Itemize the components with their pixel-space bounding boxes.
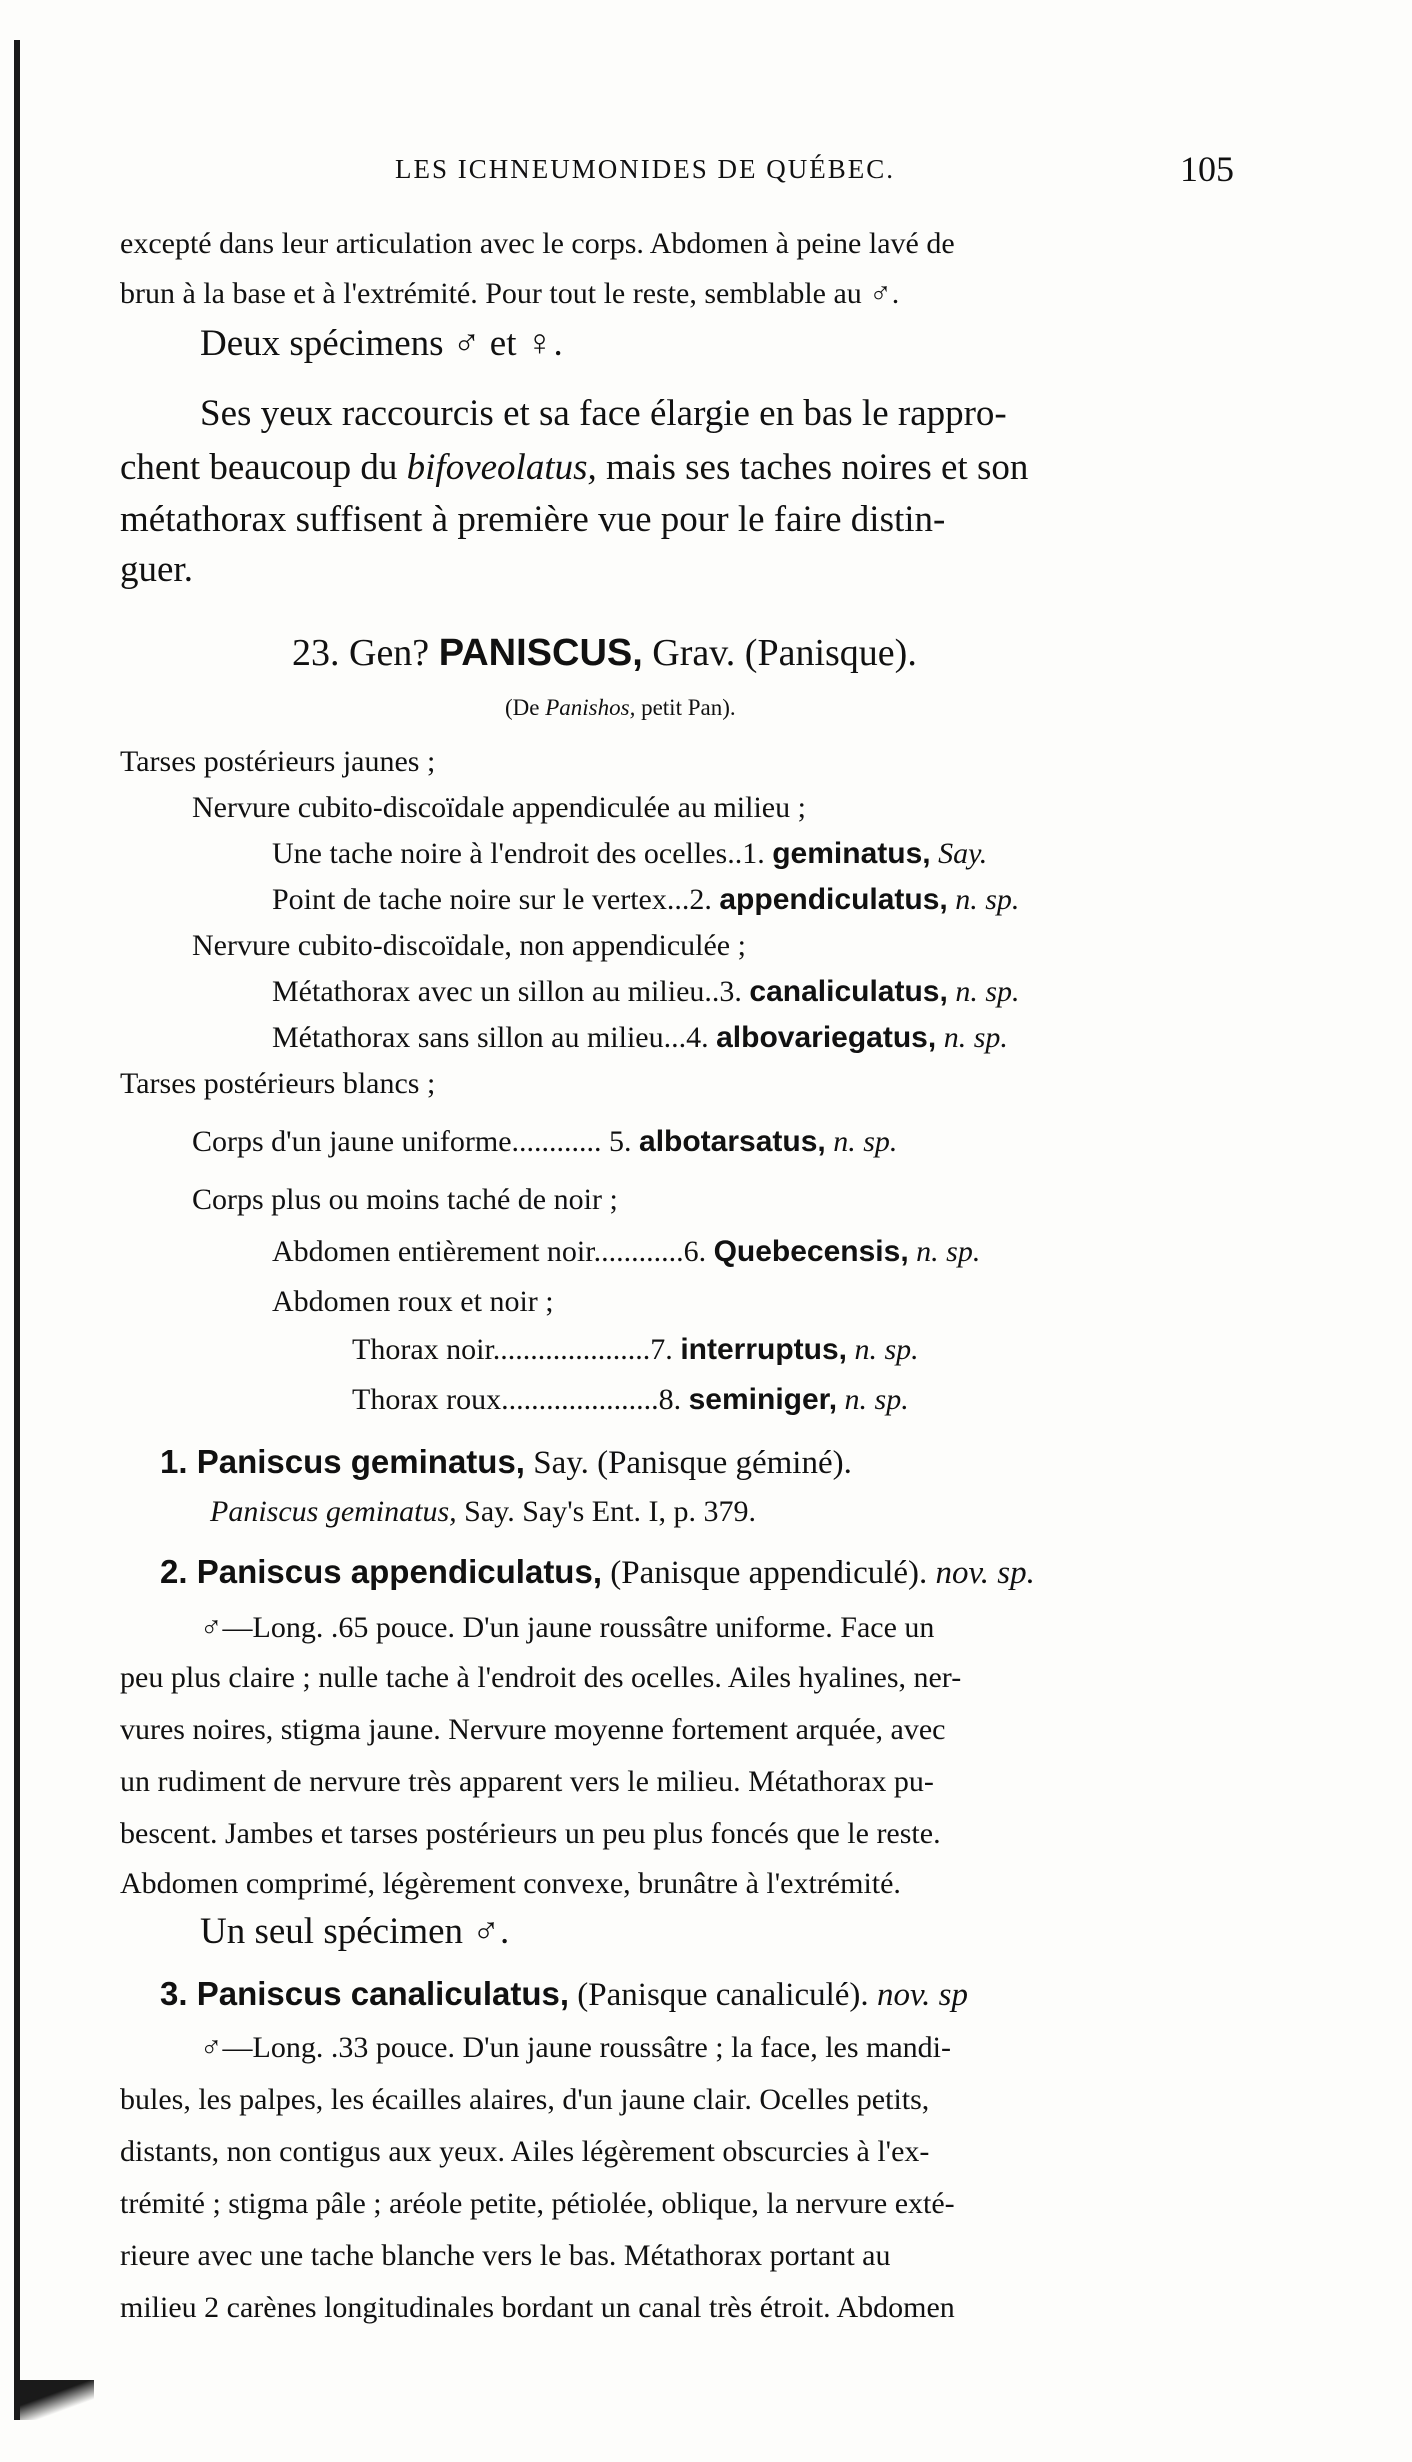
species-name: albotarsatus, [639, 1125, 826, 1158]
key-line: Tarses postérieurs blancs ; [120, 1067, 436, 1100]
key-line [352, 1332, 919, 1368]
text-run: Say. (Panisque géminé). [524, 1445, 852, 1481]
running-title: LES ICHNEUMONIDES DE QUÉBEC. [395, 154, 895, 184]
species-name: Paniscus geminatus, [210, 1495, 457, 1528]
reference-line [210, 1494, 756, 1530]
key-line: Nervure cubito-discoïdale, non appendiculée ; [192, 929, 746, 962]
author: n. sp. [936, 1021, 1008, 1054]
text-run: nov. sp [876, 1977, 968, 2013]
key-line: Tarses postérieurs jaunes ; [120, 745, 436, 778]
text-run: 23. Gen? [292, 632, 439, 674]
text-line: guer. [120, 549, 193, 590]
text-line: ♂—Long. .65 pouce. D'un jaune roussâtre uniforme. Face un [200, 1611, 935, 1644]
text-line: Un seul spécimen ♂. [200, 1911, 510, 1952]
text-run: Thorax noir.....................7. [352, 1333, 681, 1366]
text-line: métathorax suffisent à première vue pour le faire distin- [120, 499, 946, 540]
text-line: distants, non contigus aux yeux. Ailes légèrement obscurcies à l'ex- [120, 2135, 930, 2168]
text-run: mais ses taches noires et son [596, 447, 1029, 488]
species-number: 1. [160, 1443, 197, 1480]
text-run: chent beaucoup du [120, 447, 407, 488]
species-heading [160, 1976, 968, 2013]
species-name: Paniscus appendiculatus, [196, 1553, 602, 1590]
text-run: Point de tache noire sur le vertex...2. [272, 883, 720, 916]
species-name: geminatus, [772, 837, 931, 870]
text-line: peu plus claire ; nulle tache à l'endroit des ocelles. Ailes hyalines, ner- [120, 1661, 962, 1694]
author: n. sp. [837, 1383, 909, 1416]
text-run: Corps d'un jaune uniforme............ 5. [192, 1125, 640, 1158]
text-run: Métathorax avec un sillon au milieu..3. [272, 975, 750, 1008]
text-line: brun à la base et à l'extrémité. Pour tout le reste, semblable au ♂. [120, 277, 900, 310]
key-line [272, 974, 1020, 1010]
text-line: Deux spécimens ♂ et ♀. [200, 323, 563, 364]
author: n. sp. [908, 1235, 981, 1268]
key-line [272, 836, 987, 872]
text-line: milieu 2 carènes longitudinales bordant un canal très étroit. Abdomen [120, 2291, 955, 2324]
running-header [0, 150, 1412, 200]
text-line: excepté dans leur articulation avec le corps. Abdomen à peine lavé de [120, 227, 955, 260]
text-run: petit Pan). [635, 695, 736, 720]
text-line: bescent. Jambes et tarses postérieurs un peu plus foncés que le reste. [120, 1817, 941, 1850]
genus-heading [292, 630, 917, 676]
key-line [192, 1124, 897, 1160]
key-line [352, 1382, 909, 1418]
key-line [272, 1234, 980, 1270]
species-name: canaliculatus, [749, 975, 948, 1008]
text-line: Abdomen comprimé, légèrement convexe, brunâtre à l'extrémité. [120, 1867, 901, 1900]
text-run: Une tache noire à l'endroit des ocelles..1. [272, 837, 773, 870]
key-line [272, 1020, 1008, 1056]
key-line: Corps plus ou moins taché de noir ; [192, 1183, 618, 1216]
key-line: Abdomen roux et noir ; [272, 1285, 554, 1318]
text-line: vures noires, stigma jaune. Nervure moyenne fortement arquée, avec [120, 1713, 946, 1746]
species-name: Paniscus geminatus, [196, 1443, 525, 1480]
page-binding-edge [14, 40, 20, 2420]
genus-name: PANISCUS, [438, 632, 643, 674]
key-line [272, 882, 1019, 918]
text-run: Abdomen entièrement noir............6. [272, 1235, 714, 1268]
species-number: 2. [160, 1553, 197, 1590]
key-line: Nervure cubito-discoïdale appendiculée au milieu ; [192, 791, 806, 824]
text-run: (Panisque canaliculé). [569, 1977, 877, 2013]
species-heading [160, 1444, 852, 1481]
text-line: bules, les palpes, les écailles alaires, d'un jaune clair. Ocelles petits, [120, 2083, 930, 2116]
species-name: Paniscus canaliculatus, [196, 1975, 570, 2012]
text-run: Say. Say's Ent. I, p. 379. [456, 1495, 756, 1528]
text-line: rieure avec une tache blanche vers le bas. Métathorax portant au [120, 2239, 891, 2272]
author: n. sp. [947, 975, 1020, 1008]
species-name: interruptus, [680, 1333, 847, 1366]
author: n. sp. [947, 883, 1020, 916]
page-number: 105 [1180, 149, 1234, 189]
species-name: appendiculatus, [719, 883, 948, 916]
species-name: Quebecensis, [713, 1235, 909, 1268]
text-run: Thorax roux.....................8. [352, 1383, 689, 1416]
species-name: seminiger, [688, 1383, 838, 1416]
page-binding-shadow [14, 2380, 94, 2420]
species-name: albovariegatus, [716, 1021, 937, 1054]
text-line: trémité ; stigma pâle ; aréole petite, pétiolée, oblique, la nervure exté- [120, 2187, 955, 2220]
text-run: nov. sp. [935, 1555, 1035, 1591]
author: Say. [930, 837, 988, 870]
text-run: Métathorax sans sillon au milieu...4. [272, 1021, 717, 1054]
text-line: un rudiment de nervure très apparent vers le milieu. Métathorax pu- [120, 1765, 934, 1798]
etymology-note [505, 694, 736, 722]
text-line: Ses yeux raccourcis et sa face élargie en bas le rappro- [200, 393, 1007, 434]
text-run: (De [505, 695, 546, 720]
text-line: ♂—Long. .33 pouce. D'un jaune roussâtre ; la face, les mandi- [200, 2031, 952, 2064]
species-heading [160, 1554, 1035, 1591]
author: n. sp. [825, 1125, 898, 1158]
text-run: (Panisque appendiculé). [601, 1555, 936, 1591]
text-line [120, 446, 1028, 490]
species-number: 3. [160, 1975, 197, 2012]
author: n. sp. [846, 1333, 919, 1366]
text-run: Grav. (Panisque). [642, 632, 917, 674]
text-run: Panishos, [545, 695, 636, 720]
species-name: bifoveolatus, [406, 447, 597, 488]
